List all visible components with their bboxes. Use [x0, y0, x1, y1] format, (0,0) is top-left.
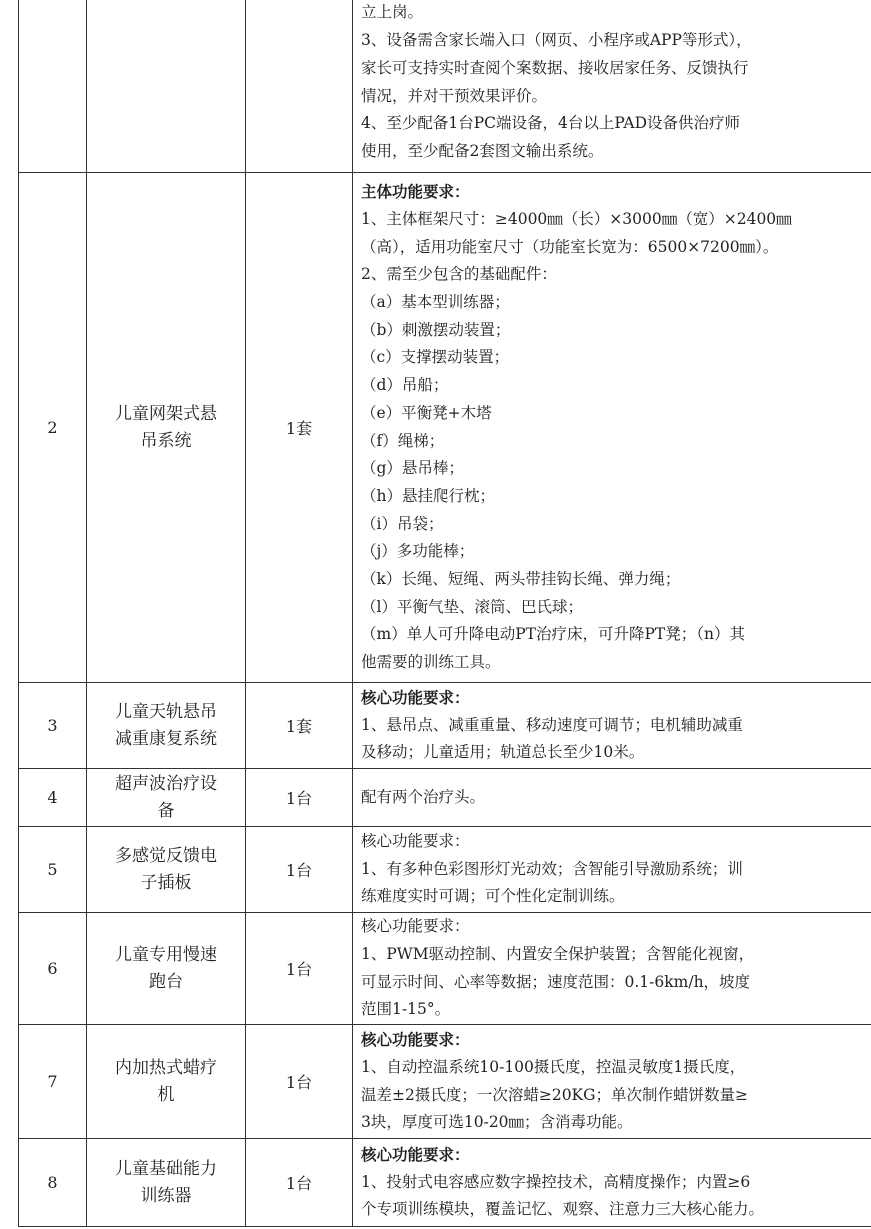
requirement-line: 1、自动控温系统10-100摄氏度，控温灵敏度1摄氏度，	[361, 1057, 746, 1076]
requirement-line: （b）刺激摆动装置；	[361, 320, 511, 339]
requirement-line: （g）悬吊棒；	[361, 459, 464, 478]
requirement-line: （f）绳梯；	[361, 431, 445, 450]
requirement-line: 1、有多种色彩图形灯光动效；含智能引导激励系统；训	[361, 859, 743, 878]
item-number: 3	[19, 683, 87, 769]
item-quantity: 1台	[246, 913, 353, 1025]
item-name-line: 备	[157, 800, 175, 821]
requirement-line: （a）基本型训练器；	[361, 292, 510, 311]
item-name-line: 吊系统	[140, 430, 192, 451]
item-name-line: 减重康复系统	[115, 728, 217, 749]
requirement-line: （m）单人可升降电动PT治疗床，可升降PT凳；（n）其	[361, 625, 745, 644]
requirement-line: （i）吊袋；	[361, 514, 444, 533]
item-quantity: 1套	[246, 683, 353, 769]
requirement-line: 家长可支持实时查阅个案数据、接收居家任务、反馈执行	[361, 58, 749, 77]
item-name-line: 机	[157, 1084, 175, 1105]
item-requirements	[353, 1025, 871, 1139]
requirement-line: 他需要的训练工具。	[361, 653, 501, 672]
item-requirements	[353, 769, 871, 827]
item-number: 6	[19, 913, 87, 1025]
requirement-line: 范围1-15°。	[361, 1000, 451, 1019]
item-name	[87, 0, 246, 173]
requirement-line: 立上岗。	[361, 3, 424, 22]
item-requirements	[353, 0, 871, 173]
table-row	[19, 769, 871, 827]
item-name	[87, 913, 246, 1025]
item-name-line: 子插板	[140, 872, 192, 893]
item-requirements	[353, 913, 871, 1025]
requirement-line: 使用，至少配备2套图文输出系统。	[361, 141, 604, 160]
requirement-heading: 主体功能要求：	[361, 182, 470, 202]
item-requirements	[353, 1139, 871, 1227]
item-quantity: 1套	[246, 173, 353, 683]
item-name	[87, 173, 246, 683]
equipment-spec-table	[18, 0, 871, 1227]
item-requirements	[353, 683, 871, 769]
item-quantity: 1台	[246, 827, 353, 913]
item-name-line: 训练器	[140, 1185, 192, 1206]
table-row	[19, 173, 871, 683]
item-name-line: 超声波治疗设	[115, 773, 217, 794]
requirement-line: 2、需至少包含的基础配件：	[361, 265, 557, 284]
requirement-line: 温差±2摄氏度；一次溶蜡≥20KG；单次制作蜡饼数量≥	[361, 1085, 749, 1104]
item-number: 4	[19, 769, 87, 827]
requirement-line: 1、主体框架尺寸：≥4000㎜（长）×3000㎜（宽）×2400㎜	[361, 209, 792, 228]
requirement-line: （k）长绳、短绳、两头带挂钩长绳、弹力绳；	[361, 570, 681, 589]
item-name-line: 儿童天轨悬吊	[115, 701, 217, 722]
item-requirements	[353, 827, 871, 913]
item-name-line: 跑台	[149, 971, 183, 992]
requirement-line: 练难度实时可调；可个性化定制训练。	[361, 887, 625, 906]
requirement-line: 可显示时间、心率等数据；速度范围：0.1-6km/h，坡度	[361, 972, 751, 991]
requirement-line: 核心功能要求：	[361, 831, 470, 850]
requirement-line: 核心功能要求：	[361, 917, 470, 936]
table-row	[19, 913, 871, 1025]
requirement-line: 3块，厚度可选10-20㎜；含消毒功能。	[361, 1113, 633, 1132]
item-quantity	[246, 0, 353, 173]
requirement-line: 4、至少配备1台PC端设备，4台以上PAD设备供治疗师	[361, 114, 741, 133]
item-name	[87, 1025, 246, 1139]
requirement-line: （高），适用功能室尺寸（功能室长宽为：6500×7200㎜）。	[361, 237, 779, 256]
item-name-line: 内加热式蜡疗	[115, 1057, 217, 1078]
item-number: 2	[19, 173, 87, 683]
item-number	[19, 0, 87, 173]
requirement-heading: 核心功能要求：	[361, 1030, 470, 1050]
table-row	[19, 1139, 871, 1227]
item-quantity: 1台	[246, 1025, 353, 1139]
item-name	[87, 769, 246, 827]
requirement-line: （d）吊船；	[361, 376, 449, 395]
table-body	[19, 0, 871, 1227]
requirement-line: 1、悬吊点、减重重量、移动速度可调节；电机辅助减重	[361, 715, 743, 734]
item-name-line: 儿童专用慢速	[115, 944, 217, 965]
item-number: 7	[19, 1025, 87, 1139]
item-name	[87, 1139, 246, 1227]
item-name-line: 儿童基础能力	[115, 1158, 217, 1179]
item-number: 5	[19, 827, 87, 913]
requirement-heading: 核心功能要求：	[361, 687, 470, 707]
table-row	[19, 827, 871, 913]
item-name-line: 儿童网架式悬	[115, 403, 217, 424]
item-requirements	[353, 173, 871, 683]
requirement-heading: 核心功能要求：	[361, 1144, 470, 1164]
table-row	[19, 683, 871, 769]
requirement-line: （e）平衡凳+木塔	[361, 403, 492, 422]
requirement-line: 配有两个治疗头。	[361, 787, 486, 806]
requirement-line: 1、PWM驱动控制、内置安全保护装置；含智能化视窗，	[361, 944, 755, 963]
requirement-line: 及移动；儿童适用；轨道总长至少10米。	[361, 743, 645, 762]
table-row	[19, 1025, 871, 1139]
item-name	[87, 827, 246, 913]
requirement-line: 1、投射式电容感应数字操控技术，高精度操作；内置≥6	[361, 1172, 751, 1191]
item-number: 8	[19, 1139, 87, 1227]
requirement-line: （l）平衡气垫、滚筒、巴氏球；	[361, 597, 583, 616]
requirement-line: （h）悬挂爬行枕；	[361, 486, 495, 505]
requirement-line: （c）支撑摆动装置；	[361, 348, 510, 367]
item-quantity: 1台	[246, 769, 353, 827]
requirement-line: （j）多功能棒；	[361, 542, 475, 561]
table-row	[19, 0, 871, 173]
requirement-line: 个专项训练模块，覆盖记忆、观察、注意力三大核心能力。	[361, 1200, 765, 1219]
requirement-line: 3、设备需含家长端入口（网页、小程序或APP等形式），	[361, 31, 752, 50]
requirement-line: 情况，并对干预效果评价。	[361, 86, 548, 105]
item-quantity: 1台	[246, 1139, 353, 1227]
item-name-line: 多感觉反馈电	[115, 845, 217, 866]
item-name	[87, 683, 246, 769]
